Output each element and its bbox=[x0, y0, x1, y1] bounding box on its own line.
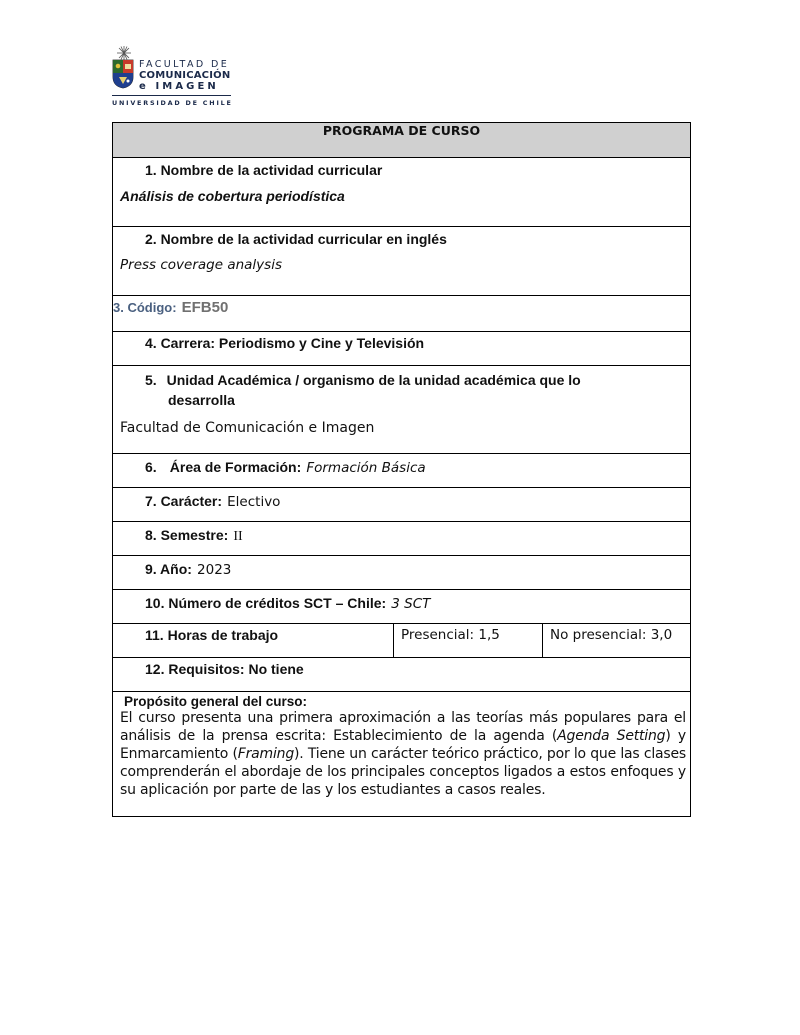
section-3-value: EFB50 bbox=[181, 299, 229, 316]
table-title: PROGRAMA DE CURSO bbox=[113, 123, 691, 158]
purpose-row bbox=[113, 692, 691, 817]
section-2-label: 2. Nombre de la actividad curricular en inglés bbox=[145, 231, 447, 247]
section-7-label: 7. Carácter: bbox=[145, 493, 223, 509]
section-8-row bbox=[113, 522, 691, 556]
section-2-row bbox=[113, 227, 691, 296]
table-header-row bbox=[113, 123, 691, 158]
section-6-row bbox=[113, 454, 691, 488]
section-12-label: 12. Requisitos: No tiene bbox=[145, 661, 304, 677]
logo-line-1: FACULTAD DE bbox=[139, 59, 230, 70]
section-8-label: 8. Semestre: bbox=[145, 527, 229, 543]
section-1-label: 1. Nombre de la actividad curricular bbox=[145, 162, 383, 178]
logo-line-3: e IMAGEN bbox=[139, 81, 219, 92]
section-10-value: 3 SCT bbox=[391, 596, 431, 612]
section-4-label: 4. Carrera: Periodismo y Cine y Televisión bbox=[145, 335, 425, 351]
purpose-term-agenda-setting: Agenda Setting bbox=[557, 728, 666, 744]
section-11-row bbox=[113, 624, 691, 658]
course-program-table bbox=[112, 122, 691, 817]
purpose-text bbox=[113, 709, 690, 799]
purpose-text-part-3: ). Tiene un carácter teórico práctico, por lo que las clases comprenderán el abordaje de los principales conceptos ligados a estos enfoques y su aplicación por parte de las y los estudiantes a casos reales. bbox=[120, 746, 686, 798]
purpose-title: Propósito general del curso: bbox=[124, 694, 308, 709]
section-9-value: 2023 bbox=[197, 562, 232, 578]
section-6-value: Formación Básica bbox=[306, 460, 426, 476]
section-6-number: 6. bbox=[145, 459, 157, 475]
section-5-row bbox=[113, 366, 691, 454]
section-12-row bbox=[113, 658, 691, 692]
section-5-label-a: Unidad Académica / organismo de la unidad académica que lo bbox=[166, 372, 581, 388]
logo-university: UNIVERSIDAD DE CHILE bbox=[112, 99, 233, 107]
section-11-no-presencial: No presencial: 3,0 bbox=[550, 627, 673, 643]
section-1-value: Análisis de cobertura periodística bbox=[120, 188, 345, 204]
purpose-text-part-1: El curso presenta una primera aproximación a las teorías más populares para el análisis de la prensa escrita: Establecimiento de la agenda ( bbox=[120, 710, 686, 744]
purpose-text-part-2: ) y Enmarcamiento ( bbox=[120, 728, 686, 762]
section-9-label: 9. Año: bbox=[145, 561, 192, 577]
section-5-label-b: desarrolla bbox=[168, 392, 235, 408]
section-11-presencial: Presencial: 1,5 bbox=[401, 627, 500, 643]
section-2-value: Press coverage analysis bbox=[120, 257, 282, 273]
section-10-row bbox=[113, 590, 691, 624]
section-1-row bbox=[113, 158, 691, 227]
logo-line-2: COMUNICACIÓN bbox=[139, 70, 231, 81]
section-9-row bbox=[113, 556, 691, 590]
section-3-label: 3. Código: bbox=[113, 300, 177, 315]
section-8-value: II bbox=[233, 529, 243, 544]
section-11-label: 11. Horas de trabajo bbox=[145, 627, 279, 643]
section-4-row bbox=[113, 332, 691, 366]
section-5-number: 5. bbox=[145, 372, 157, 388]
section-3-row bbox=[113, 296, 691, 332]
section-7-value: Electivo bbox=[227, 494, 281, 510]
purpose-term-framing: Framing bbox=[237, 746, 295, 762]
section-7-row bbox=[113, 488, 691, 522]
section-6-label: Área de Formación: bbox=[169, 459, 302, 475]
section-10-label: 10. Número de créditos SCT – Chile: bbox=[145, 595, 387, 611]
logo-divider bbox=[112, 95, 231, 96]
university-shield-icon bbox=[112, 59, 134, 89]
faculty-logo bbox=[112, 45, 237, 110]
section-5-value: Facultad de Comunicación e Imagen bbox=[120, 420, 375, 436]
